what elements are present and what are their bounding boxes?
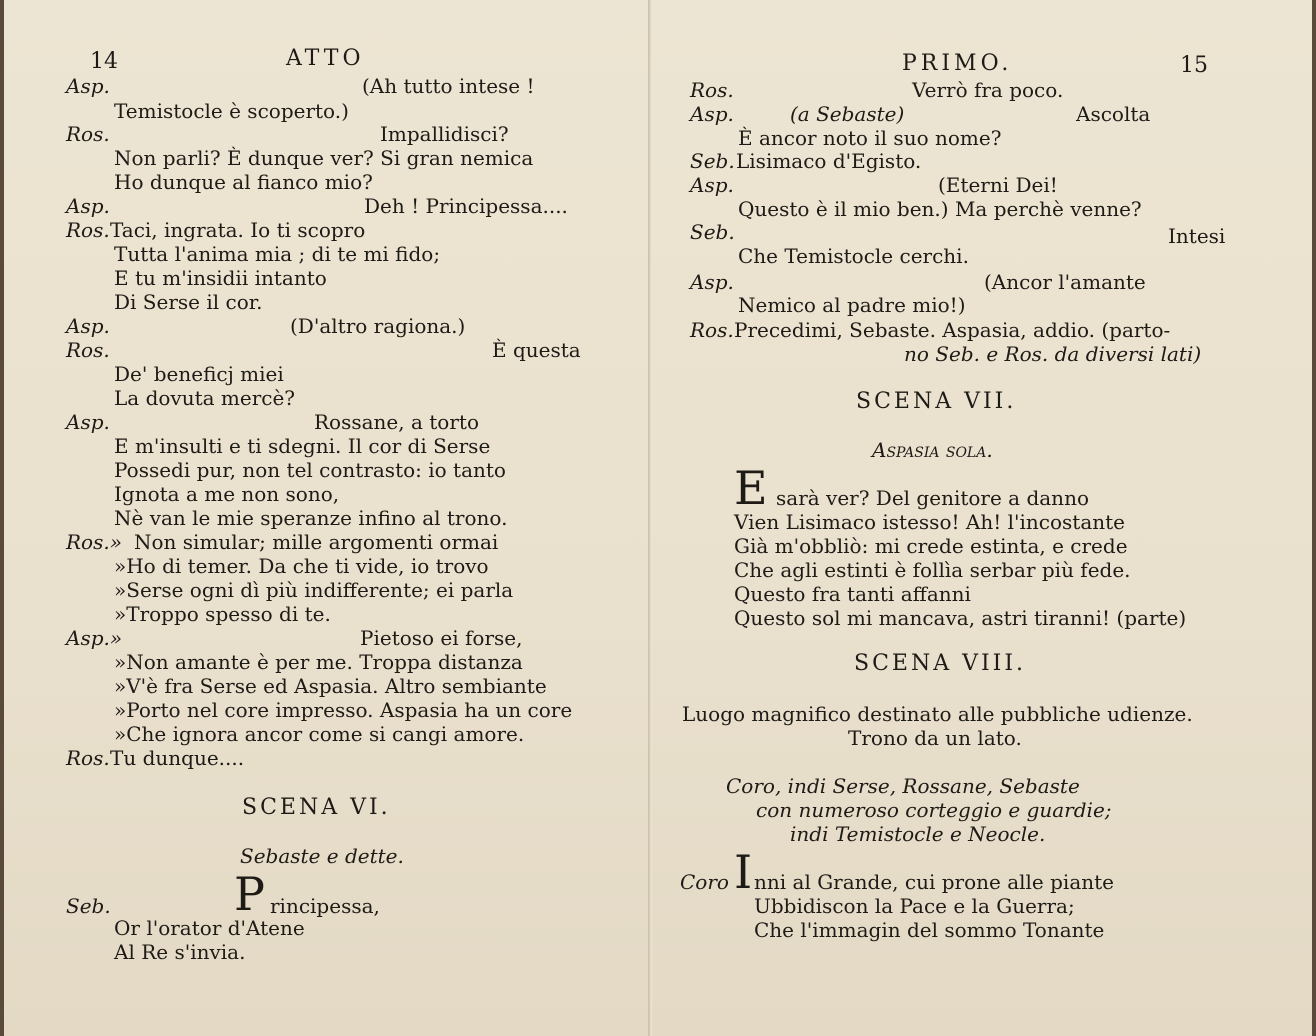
running-header: ATTO [286, 46, 365, 71]
speaker: Seb. [690, 149, 735, 173]
verse-line: Verrò fra poco. [912, 78, 1064, 102]
speaker: Coro [680, 870, 729, 894]
right-page [652, 0, 1312, 1036]
verse-line: »Che ignora ancor come si cangi amore. [114, 722, 525, 746]
speaker: Asp. [66, 410, 110, 434]
stage-direction: no Seb. e Ros. da diversi lati) [904, 342, 1202, 366]
verse-line: Non parli? È dunque ver? Si gran nemica [114, 146, 534, 170]
speaker: Ros. [66, 746, 110, 770]
scene-heading: SCENA VII. [856, 389, 1017, 414]
verse-line: »Porto nel core impresso. Aspasia ha un core [114, 698, 573, 722]
speaker: Asp.» [66, 626, 123, 650]
verse-line: Taci, ingrata. Io ti scopro [110, 218, 366, 242]
verse-line: Ubbidiscon la Pace e la Guerra; [754, 894, 1075, 918]
running-header: PRIMO. [902, 51, 1013, 76]
verse-line: Intesi [1168, 224, 1226, 248]
verse-line: Nemico al padre mio!) [738, 293, 966, 317]
verse-line: (D'altro ragiona.) [290, 314, 466, 338]
verse-line: Or l'orator d'Atene [114, 916, 305, 940]
speaker: Ros.» [66, 530, 122, 554]
verse-line: Che agli estinti è follìa serbar più fede. [734, 558, 1131, 582]
verse-line: E tu m'insidii intanto [114, 266, 327, 290]
speaker: Ros. [690, 78, 734, 102]
verse-line: Tutta l'anima mia ; di te mi fido; [114, 242, 441, 266]
verse-line: Già m'obbliò: mi crede estinta, e crede [734, 534, 1128, 558]
verse-line: Ignota a me non sono, [114, 482, 340, 506]
scene-cast: Coro, indi Serse, Rossane, Sebaste [726, 774, 1080, 798]
setting-line: Luogo magnifico destinato alle pubbliche udienze. [682, 702, 1193, 726]
speaker: Ros. [66, 122, 110, 146]
verse-line: Al Re s'invia. [114, 940, 246, 964]
verse-line: Che Temistocle cerchi. [738, 244, 969, 268]
verse-line: Ascolta [1076, 102, 1151, 126]
verse-line: È questa [492, 338, 581, 362]
verse-line: »V'è fra Serse ed Aspasia. Altro sembiante [114, 674, 547, 698]
setting-line: Trono da un lato. [848, 726, 1022, 750]
verse-line: Di Serse il cor. [114, 290, 263, 314]
speaker: Asp. [66, 314, 110, 338]
speaker: Seb. [690, 220, 735, 244]
verse-line: (Ancor l'amante [984, 270, 1146, 294]
verse-line: nni al Grande, cui prone alle piante [754, 870, 1114, 894]
drop-capital: P [234, 867, 265, 921]
speaker: Ros. [66, 338, 110, 362]
verse-line: Questo fra tanti affanni [734, 582, 971, 606]
speaker: Ros. [690, 318, 734, 342]
verse-line: Nè van le mie speranze infino al trono. [114, 506, 508, 530]
drop-capital: I [734, 845, 753, 899]
verse-line: Tu dunque.... [110, 746, 245, 770]
scene-heading: SCENA VI. [242, 795, 391, 820]
speaker: Asp. [66, 74, 110, 98]
verse-line: Deh ! Principessa.... [364, 194, 568, 218]
verse-line: Lisimaco d'Egisto. [736, 149, 922, 173]
verse-line: rincipessa, [270, 894, 380, 918]
verse-line: Non simular; mille argomenti ormai [134, 530, 499, 554]
verse-line: Impallidisci? [380, 122, 509, 146]
verse-line: Vien Lisimaco istesso! Ah! l'incostante [734, 510, 1125, 534]
verse-line: »Troppo spesso di te. [114, 602, 331, 626]
scene-cast: Aspasia sola. [872, 438, 993, 462]
speaker: Asp. [690, 173, 734, 197]
speaker: Seb. [66, 894, 111, 918]
verse-line: La dovuta mercè? [114, 386, 296, 410]
speaker: Ros. [66, 218, 110, 242]
verse-line: (Ah tutto intese ! [362, 74, 535, 98]
verse-line: De' beneficj miei [114, 362, 284, 386]
page-number: 14 [90, 49, 118, 74]
verse-line: E m'insulti e ti sdegni. Il cor di Serse [114, 434, 491, 458]
verse-line: Possedi pur, non tel contrasto: io tanto [114, 458, 506, 482]
verse-line: Questo sol mi mancava, astri tiranni! (parte) [734, 606, 1187, 630]
verse-line: sarà ver? Del genitore a danno [776, 486, 1089, 510]
speaker: Asp. [690, 102, 734, 126]
speaker: Asp. [66, 194, 110, 218]
verse-line: Precedimi, Sebaste. Aspasia, addio. (parto- [734, 318, 1171, 342]
left-page [4, 0, 652, 1036]
stage-direction: (a Sebaste) [790, 102, 905, 126]
scene-heading: SCENA VIII. [854, 651, 1027, 676]
scene-cast: Sebaste e dette. [240, 844, 404, 868]
verse-line: Questo è il mio ben.) Ma perchè venne? [738, 197, 1142, 221]
verse-line: Che l'immagin del sommo Tonante [754, 918, 1105, 942]
verse-line: »Ho di temer. Da che ti vide, io trovo [114, 554, 489, 578]
verse-line: »Serse ogni dì più indifferente; ei parla [114, 578, 514, 602]
drop-capital: E [734, 461, 768, 515]
verse-line: È ancor noto il suo nome? [738, 126, 1002, 150]
verse-line: Pietoso ei forse, [360, 626, 523, 650]
page-number: 15 [1180, 53, 1208, 78]
speaker: Asp. [690, 270, 734, 294]
verse-line: Rossane, a torto [314, 410, 479, 434]
verse-line: »Non amante è per me. Troppa distanza [114, 650, 523, 674]
verse-line: (Eterni Dei! [938, 173, 1058, 197]
scene-cast: con numeroso corteggio e guardie; [756, 798, 1112, 822]
scene-cast: indi Temistocle e Neocle. [790, 822, 1046, 846]
verse-line: Ho dunque al fianco mio? [114, 170, 373, 194]
verse-line: Temistocle è scoperto.) [114, 99, 349, 123]
